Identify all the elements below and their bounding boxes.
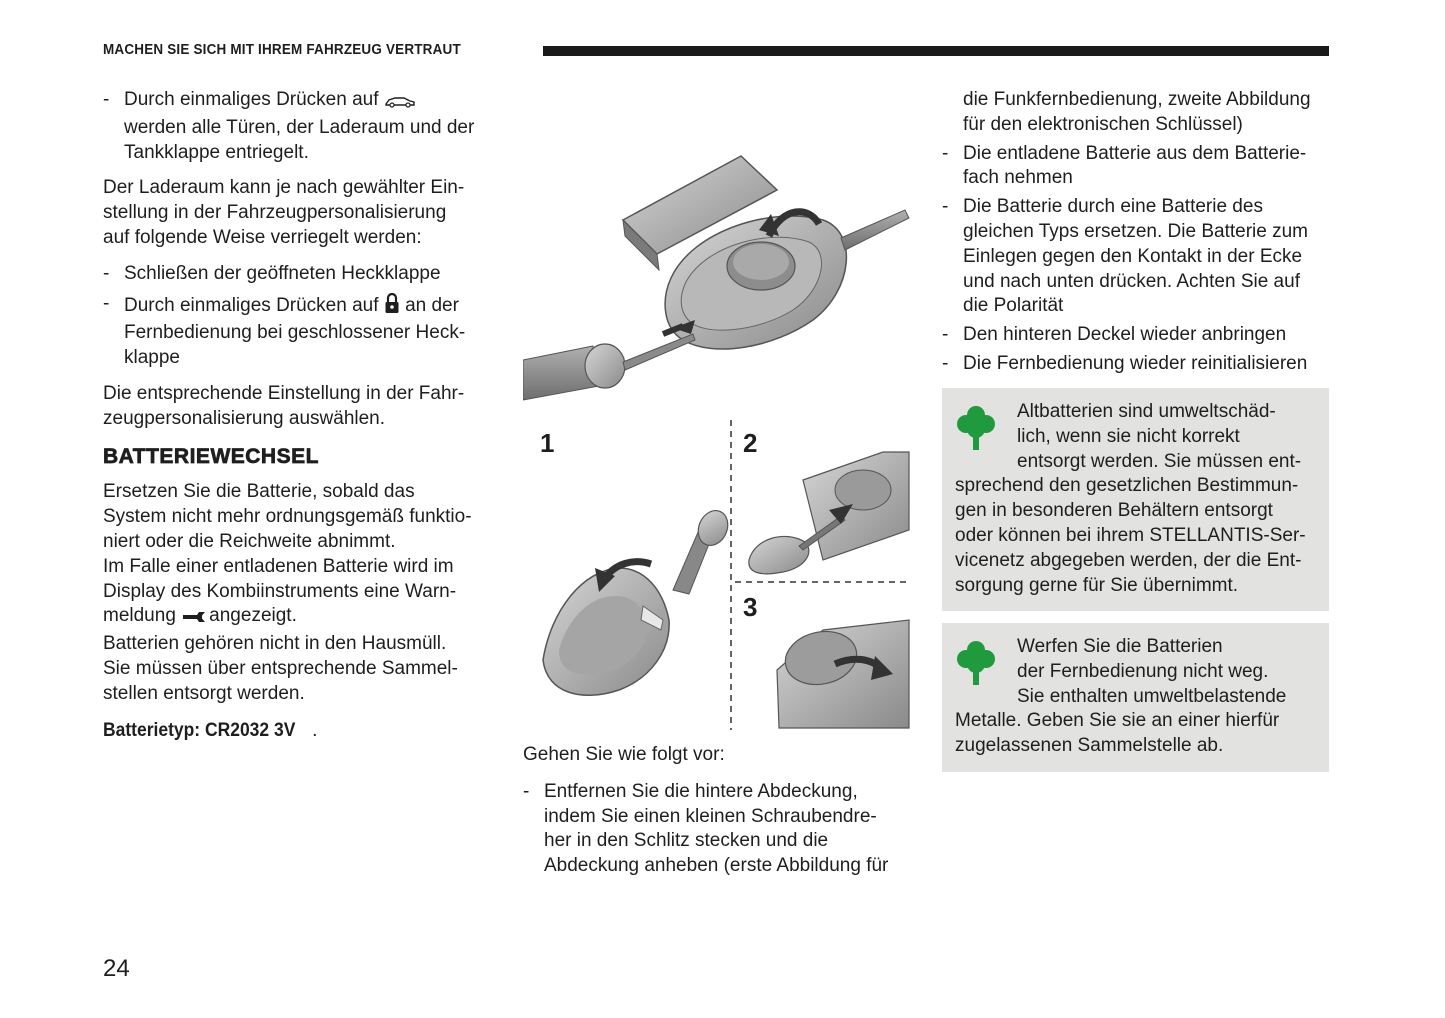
header-rule — [543, 46, 1329, 56]
text-line: Die entsprechende Einstellung in der Fahr- — [103, 382, 465, 404]
text-line: auf folgende Weise verriegelt werden: — [103, 226, 422, 248]
battery-type — [103, 719, 503, 744]
text-line: angezeigt. — [209, 605, 297, 627]
text-line: niert oder die Reichweite abnimmt. — [103, 530, 396, 552]
text-line: fach nehmen — [963, 167, 1073, 189]
middle-column — [523, 743, 923, 879]
list-item-lock — [103, 292, 503, 371]
environment-note-2 — [942, 623, 1329, 772]
text-line: Batterien gehören nicht in den Hausmüll. — [103, 633, 447, 655]
list-dash: - — [942, 324, 949, 346]
list-item-remove-battery — [942, 142, 1334, 192]
text-line: Sie enthalten umweltbelastende — [1017, 685, 1287, 707]
continued-text — [942, 88, 1334, 138]
list-text: Durch einmaliges Drücken auf — [124, 89, 379, 110]
list-dash: - — [103, 292, 110, 314]
text-line: Altbatterien sind umweltschäd- — [1017, 401, 1276, 422]
list-text: an der — [405, 294, 459, 316]
list-dash: - — [523, 780, 530, 802]
running-header: MACHEN SIE SICH MIT IHREM FAHRZEUG VERTRAUT — [103, 42, 461, 58]
list-item-reattach-cover — [942, 323, 1334, 348]
text-line: Display des Kombiinstruments eine Warn- — [103, 580, 457, 602]
list-text: Durch einmaliges Drücken auf — [124, 294, 379, 316]
text-line: Im Falle einer entladenen Batterie wird im — [103, 555, 454, 577]
list-dash: - — [942, 352, 949, 374]
paragraph — [103, 480, 503, 706]
text-line: zeugpersonalisierung auswählen. — [103, 407, 386, 429]
paragraph — [103, 176, 503, 250]
car-unlock-icon — [384, 91, 416, 116]
list-item-unlock — [103, 88, 503, 165]
text-line: gen in besonderen Behältern entsorgt — [955, 500, 1273, 522]
text-line: System nicht mehr ordnungsgemäß funktio- — [103, 506, 472, 528]
text-line: die Funkfernbedienung, zweite Abbildung — [963, 89, 1311, 110]
text-line: stellung in der Fahrzeugpersonalisierung — [103, 202, 447, 224]
text-line: Metalle. Geben Sie sie an einer hierfür — [955, 710, 1280, 732]
text-line: her in den Schlitz stecken und die — [544, 830, 829, 852]
text-line: oder können bei ihrem STELLANTIS-Ser- — [955, 524, 1306, 546]
text-line: lich, wenn sie nicht korrekt — [1017, 425, 1240, 447]
text-line: stellen entsorgt werden. — [103, 682, 305, 704]
list-text: Schließen der geöffneten Heckklappe — [124, 262, 441, 284]
text-line: Abdeckung anheben (erste Abbildung für — [544, 855, 889, 877]
list-item-reinitialise — [942, 352, 1334, 377]
text-line: sorgung gerne für Sie übernimmt. — [955, 574, 1239, 596]
text-line: sprechend den gesetzlichen Bestimmun- — [955, 475, 1299, 497]
battery-illustration — [523, 150, 913, 732]
text-line: meldung — [103, 605, 176, 627]
list-text: klappe — [124, 347, 180, 369]
list-item-remove-cover — [523, 780, 923, 879]
list-dash: - — [103, 262, 110, 284]
text-line: der Fernbedienung nicht weg. — [1017, 660, 1269, 682]
note-text — [955, 400, 1317, 598]
text-line: vicenetz abgegeben werden, der die Ent- — [955, 549, 1302, 571]
text-line: die Polarität — [963, 295, 1064, 317]
text-line: für den elektronischen Schlüssel) — [963, 113, 1243, 135]
battery-type-suffix: . — [312, 719, 318, 741]
text-line: Ersetzen Sie die Batterie, sobald das — [103, 481, 415, 503]
section-heading: BATTERIEWECHSEL — [103, 444, 319, 468]
page-number: 24 — [103, 955, 130, 982]
list-text: Fernbedienung bei geschlossener Heck- — [124, 322, 466, 344]
text-line: Die Fernbedienung wieder reinitialisieren — [963, 352, 1308, 374]
text-line: und nach unten drücken. Achten Sie auf — [963, 270, 1300, 292]
note-text — [955, 635, 1317, 759]
text-line: Den hinteren Deckel wieder anbringen — [963, 324, 1287, 346]
list-dash: - — [942, 196, 949, 218]
text-line: Werfen Sie die Batterien — [1017, 636, 1223, 657]
wrench-icon — [181, 607, 209, 632]
intro-text: Gehen Sie wie folgt vor: — [523, 744, 725, 765]
paragraph — [103, 382, 503, 432]
battery-type-label: Batterietyp: CR2032 3V — [103, 719, 296, 741]
right-column — [942, 88, 1334, 377]
list-item-replace-battery — [942, 195, 1334, 319]
text-line: Der Laderaum kann je nach gewählter Ein- — [103, 177, 465, 199]
list-text: werden alle Türen, der Laderaum und der — [124, 116, 475, 138]
text-line: Einlegen gegen den Kontakt in der Ecke — [963, 245, 1303, 267]
text-line: Die Batterie durch eine Batterie des — [963, 196, 1263, 218]
text-line: indem Sie einen kleinen Schraubendre- — [544, 805, 877, 827]
text-line: zugelassenen Sammelstelle ab. — [955, 735, 1224, 757]
text-line: Entfernen Sie die hintere Abdeckung, — [544, 780, 858, 802]
left-column — [103, 88, 503, 743]
text-line: gleichen Typs ersetzen. Die Batterie zum — [963, 220, 1308, 242]
figure-label-1: 1 — [540, 428, 555, 458]
list-text: Tankklappe entriegelt. — [124, 141, 309, 163]
list-dash: - — [942, 142, 949, 164]
list-item-close-tailgate — [103, 262, 503, 287]
list-dash: - — [103, 89, 110, 110]
figure-label-2: 2 — [743, 428, 758, 458]
text-line: Sie müssen über entsprechende Sammel- — [103, 657, 458, 679]
figure-label-3: 3 — [743, 592, 758, 622]
padlock-icon — [384, 292, 400, 322]
text-line: Die entladene Batterie aus dem Batterie- — [963, 142, 1307, 164]
text-line: entsorgt werden. Sie müssen ent- — [1017, 450, 1302, 472]
environment-note-1 — [942, 388, 1329, 611]
